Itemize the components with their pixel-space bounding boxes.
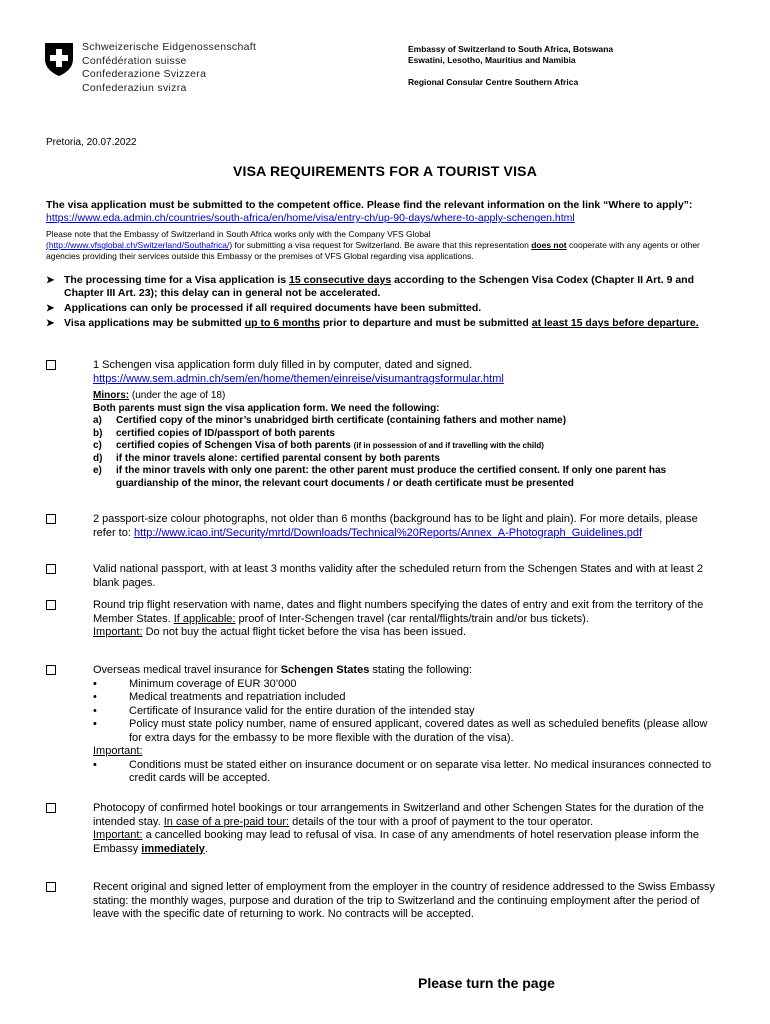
vfs-global-link[interactable]: (http://www.vfsglobal.ch/Switzerland/Southafrica/ (46, 240, 230, 250)
important-text: a cancelled booking may lead to refusal of visa. In case of any amendments of hotel reservation please inform the Embassy (93, 829, 699, 855)
requirement-text (93, 802, 723, 856)
checkbox[interactable] (46, 360, 56, 370)
bullet-dot-icon: • (93, 677, 97, 690)
confederation-fr: Confédération suisse (82, 54, 187, 67)
list-item (93, 691, 723, 705)
row-letter: d) (93, 452, 103, 464)
bullet-underline: 15 consecutive days (289, 274, 392, 286)
checkbox[interactable] (46, 882, 56, 892)
prepaid-text: details of the tour with a proof of payment to the tour operator. (289, 815, 593, 828)
list-item (93, 718, 723, 745)
checkbox[interactable] (46, 514, 56, 524)
row-letter: e) (93, 465, 102, 476)
row-text: certified copies of Schengen Visa of both parents (116, 440, 354, 451)
application-form-link[interactable]: https://www.sem.admin.ch/sem/en/home/themen/einreise/visumantragsformular.html (93, 372, 504, 385)
row-letter: c) (93, 440, 102, 451)
confederation-de: Schweizerische Eidgenossenschaft (82, 41, 257, 53)
requirement-text: Recent original and signed letter of employment from the employer in the country of residence addressed to the Swiss Embassy stating: the monthly wages, purpose and duration of the trip to Switzerland and the continuing employment after the period of leave with the specific date of returning to work. No contracts will be accepted. (93, 881, 715, 920)
bullet-submission-window (46, 317, 726, 330)
list-item-text: Policy must state policy number, name of ensured applicant, covered dates as well as scheduled benefits (please allow for extra days for the embassy to be more flexible with the duration of the visa). (129, 718, 708, 744)
minors-section (93, 390, 723, 490)
period: . (204, 842, 208, 855)
prepaid-label: In case of a pre-paid tour: (163, 815, 290, 828)
minors-label: Minors: (93, 390, 130, 401)
list-item (93, 759, 723, 786)
important-label: Important: (93, 626, 143, 638)
applicable-text: proof of Inter-Schengen travel (car rental/flights/train and/or bus tickets). (235, 612, 589, 625)
important-label: Important: (93, 745, 143, 757)
requirement-text (93, 599, 723, 640)
embassy-line1: Embassy of Switzerland to South Africa, Botswana (408, 44, 614, 54)
requirement-text: Round trip flight reservation with name, dates and flight numbers specifying the dates of entry and exit from the territory of the Member States. (93, 599, 704, 625)
bullet-dot-icon: • (93, 704, 97, 717)
immediately-emphasis: immediately (141, 842, 205, 855)
bullet-dot-icon: • (93, 691, 97, 703)
document-date: Pretoria, 20.07.2022 (46, 137, 137, 148)
requirement-text: 2 passport-size colour photographs, not older than 6 months (background has to be light and plain). For more details, please refer to: (93, 513, 698, 539)
bullet-text: The processing time for a Visa application is (64, 274, 290, 286)
where-to-apply-link[interactable]: https://www.eda.admin.ch/countries/south-africa/en/home/visa/entry-ch/up-90-days/where-to-apply-schengen.html (46, 212, 575, 224)
insurance-points (93, 678, 723, 746)
checkbox[interactable] (46, 564, 56, 574)
row-text: certified copies of ID/passport of both parents (116, 427, 335, 439)
checkbox[interactable] (46, 600, 56, 610)
minors-row (93, 453, 723, 466)
turn-page-notice: Please turn the page (418, 975, 555, 991)
minors-row (93, 440, 723, 453)
checkbox[interactable] (46, 665, 56, 675)
note-text-3: cooperate with any agents or other agencies providing their services outside this Embassy or the premises of VFS Global regarding visa applications. (46, 240, 700, 261)
bullet-dot-icon: • (93, 718, 97, 730)
photo-guidelines-link[interactable]: http://www.icao.int/Security/mrtd/Downloads/Technical%20Reports/Annex_A-Photograph_Guidelines.pdf (133, 526, 643, 539)
embassy-line2: Eswatini, Lesotho, Mauritius and Namibia (408, 55, 576, 65)
arrow-bullet-icon: ➤ (46, 275, 55, 286)
page-title: VISA REQUIREMENTS FOR A TOURIST VISA (232, 163, 538, 179)
important-label: Important: (93, 829, 143, 841)
requirement-text: 1 Schengen visa application form duly filled in by computer, dated and signed. (93, 359, 473, 371)
list-item (93, 705, 723, 719)
checkbox[interactable] (46, 803, 56, 813)
minors-row (93, 465, 723, 490)
requirement-text: stating the following: (369, 664, 473, 676)
requirement-bold: Schengen States (280, 664, 370, 676)
arrow-bullet-icon: ➤ (46, 303, 55, 314)
note-text-1: Please note that the Embassy of Switzerland in South Africa works only with the Company VFS Global (46, 229, 431, 239)
embassy-address (408, 44, 613, 88)
list-item-text: Minimum coverage of EUR 30’000 (129, 677, 297, 690)
row-letter: b) (93, 427, 103, 439)
minors-subtitle: Both parents must sign the visa application form. We need the following: (93, 402, 440, 414)
requirement-text (93, 359, 723, 490)
bullet-text: Visa applications may be submitted (64, 317, 245, 329)
bullet-text: prior to departure and must be submitted (319, 317, 532, 329)
bullet-all-documents (46, 302, 726, 315)
list-item-text: Certificate of Insurance valid for the entire duration of the intended stay (129, 704, 475, 717)
intro-paragraph (46, 199, 726, 225)
bullet-dot-icon: • (93, 758, 97, 771)
bullet-text: according to the Schengen Visa Codex (Chapter II Art. 9 and Chapter III Art. 23); this delay can in general not be accelerated. (64, 274, 694, 299)
row-text: if the minor travels with only one parent: the other parent must produce the certified consent. If only one parent has guardianship of the minor, the relevant court documents / or death certificate must be presented (116, 465, 667, 489)
note-emphasis: does not (531, 240, 567, 250)
bullet-text: Applications can only be processed if all required documents have been submitted. (64, 302, 482, 314)
row-note: (if in possession of and if travelling with the child) (353, 441, 544, 450)
applicable-label: If applicable: (173, 612, 236, 625)
list-item (93, 678, 723, 692)
row-letter: a) (93, 415, 102, 426)
confederation-rm: Confederaziun svizra (82, 81, 187, 94)
bullet-underline: up to 6 months (244, 317, 320, 329)
intro-text: The visa application must be submitted to the competent office. Please find the relevant information on the link “Where to apply”: (46, 199, 693, 211)
requirement-text (93, 513, 723, 540)
requirement-text: Valid national passport, with at least 3 months validity after the scheduled return from the Schengen States and with at least 2 blank pages. (93, 563, 704, 589)
insurance-important (93, 759, 723, 786)
minors-row (93, 415, 723, 428)
list-item-text: Conditions must be stated either on insurance document or on separate visa letter. No medical insurances connected to credit cards will be accepted. (129, 758, 712, 784)
requirement-text: Photocopy of confirmed hotel bookings or tour arrangements in Switzerland and other Schengen States for the duration of the intended stay. (93, 802, 704, 828)
minors-age: (under the age of 18) (129, 390, 226, 401)
vfs-note (46, 229, 736, 262)
swiss-coat-of-arms-icon (44, 42, 74, 77)
row-text: if the minor travels alone: certified parental consent by both parents (116, 452, 440, 464)
note-text-2: ) for submitting a visa request for Switzerland. Be aware that this representation (229, 240, 532, 250)
important-text: Do not buy the actual flight ticket before the visa has been issued. (142, 626, 467, 638)
requirement-text: Overseas medical travel insurance for (93, 664, 281, 676)
bullet-underline: at least 15 days before departure. (531, 317, 699, 329)
arrow-bullet-icon: ➤ (46, 318, 55, 329)
row-text: Certified copy of the minor’s unabridged birth certificate (containing fathers and mother name) (116, 415, 567, 426)
processing-bullets (46, 274, 726, 332)
list-item-text: Medical treatments and repatriation included (129, 691, 346, 703)
minors-row (93, 428, 723, 441)
regional-centre: Regional Consular Centre Southern Africa (408, 77, 579, 87)
bullet-processing-time (46, 274, 726, 300)
confederation-it: Confederazione Svizzera (82, 68, 207, 80)
confederation-wordmark (82, 41, 256, 95)
requirement-text (93, 664, 723, 786)
